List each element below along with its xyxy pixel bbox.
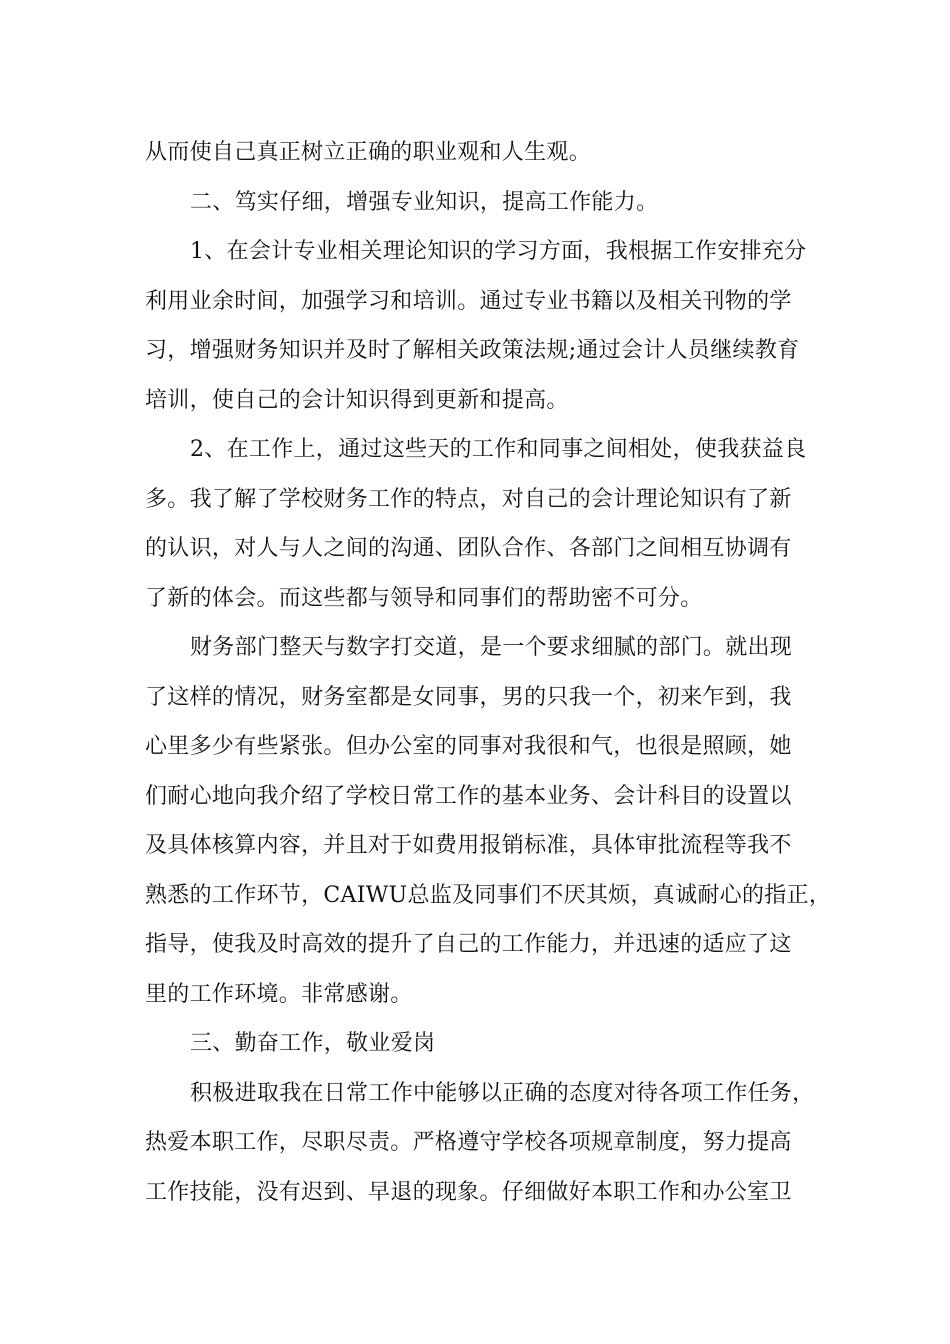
text-line: 心里多少有些紧张。但办公室的同事对我很和气，也很是照顾，她	[145, 734, 792, 759]
text-line: 热爱本职工作，尽职尽责。严格遵守学校各项规章制度，努力提高	[145, 1130, 792, 1155]
text-line: 熟悉的工作环节，CAIWU总监及同事们不厌其烦，真诚耐心的指正，	[145, 882, 832, 908]
text-line: 了这样的情况，财务室都是女同事，男的只我一个，初来乍到，我	[145, 684, 792, 710]
document-body	[145, 128, 832, 1217]
text-line: 利用业余时间，加强学习和培训。通过专业书籍以及相关刊物的学	[145, 288, 792, 314]
text-line: 培训，使自己的会计知识得到更新和提高。	[145, 387, 569, 413]
text-line: 里的工作环境。非常感谢。	[145, 981, 413, 1007]
text-line: 积极进取我在日常工作中能够以正确的态度对待各项工作任务，	[190, 1080, 815, 1106]
text-line: 指导，使我及时高效的提升了自己的工作能力，并迅速的适应了这	[145, 932, 792, 957]
text-line: 多。我了解了学校财务工作的特点，对自己的会计理论知识有了新	[145, 486, 792, 512]
text-line: 们耐心地向我介绍了学校日常工作的基本业务、会计科目的设置以	[145, 783, 792, 809]
text-line: 三、勤奋工作，敬业爱岗	[190, 1031, 436, 1056]
text-line: 工作技能，没有迟到、早退的现象。仔细做好本职工作和办公室卫	[145, 1179, 792, 1205]
text-line: 从而使自己真正树立正确的职业观和人生观。	[145, 140, 592, 165]
text-line: 1、在会计专业相关理论知识的学习方面，我根据工作安排充分	[190, 239, 807, 264]
text-line: 财务部门整天与数字打交道，是一个要求细腻的部门。就出现	[190, 635, 793, 660]
text-line: 及具体核算内容，并且对于如费用报销标准，具体审批流程等我不	[145, 833, 792, 858]
text-line: 了新的体会。而这些都与领导和同事们的帮助密不可分。	[145, 585, 703, 611]
text-line: 的认识，对人与人之间的沟通、团队合作、各部门之间相互协调有	[145, 536, 792, 561]
text-line: 2、在工作上，通过这些天的工作和同事之间相处，使我获益良	[190, 437, 807, 462]
text-line: 习，增强财务知识并及时了解相关政策法规;通过会计人员继续教育	[145, 338, 800, 363]
text-line: 二、笃实仔细，增强专业知识，提高工作能力。	[190, 189, 659, 215]
